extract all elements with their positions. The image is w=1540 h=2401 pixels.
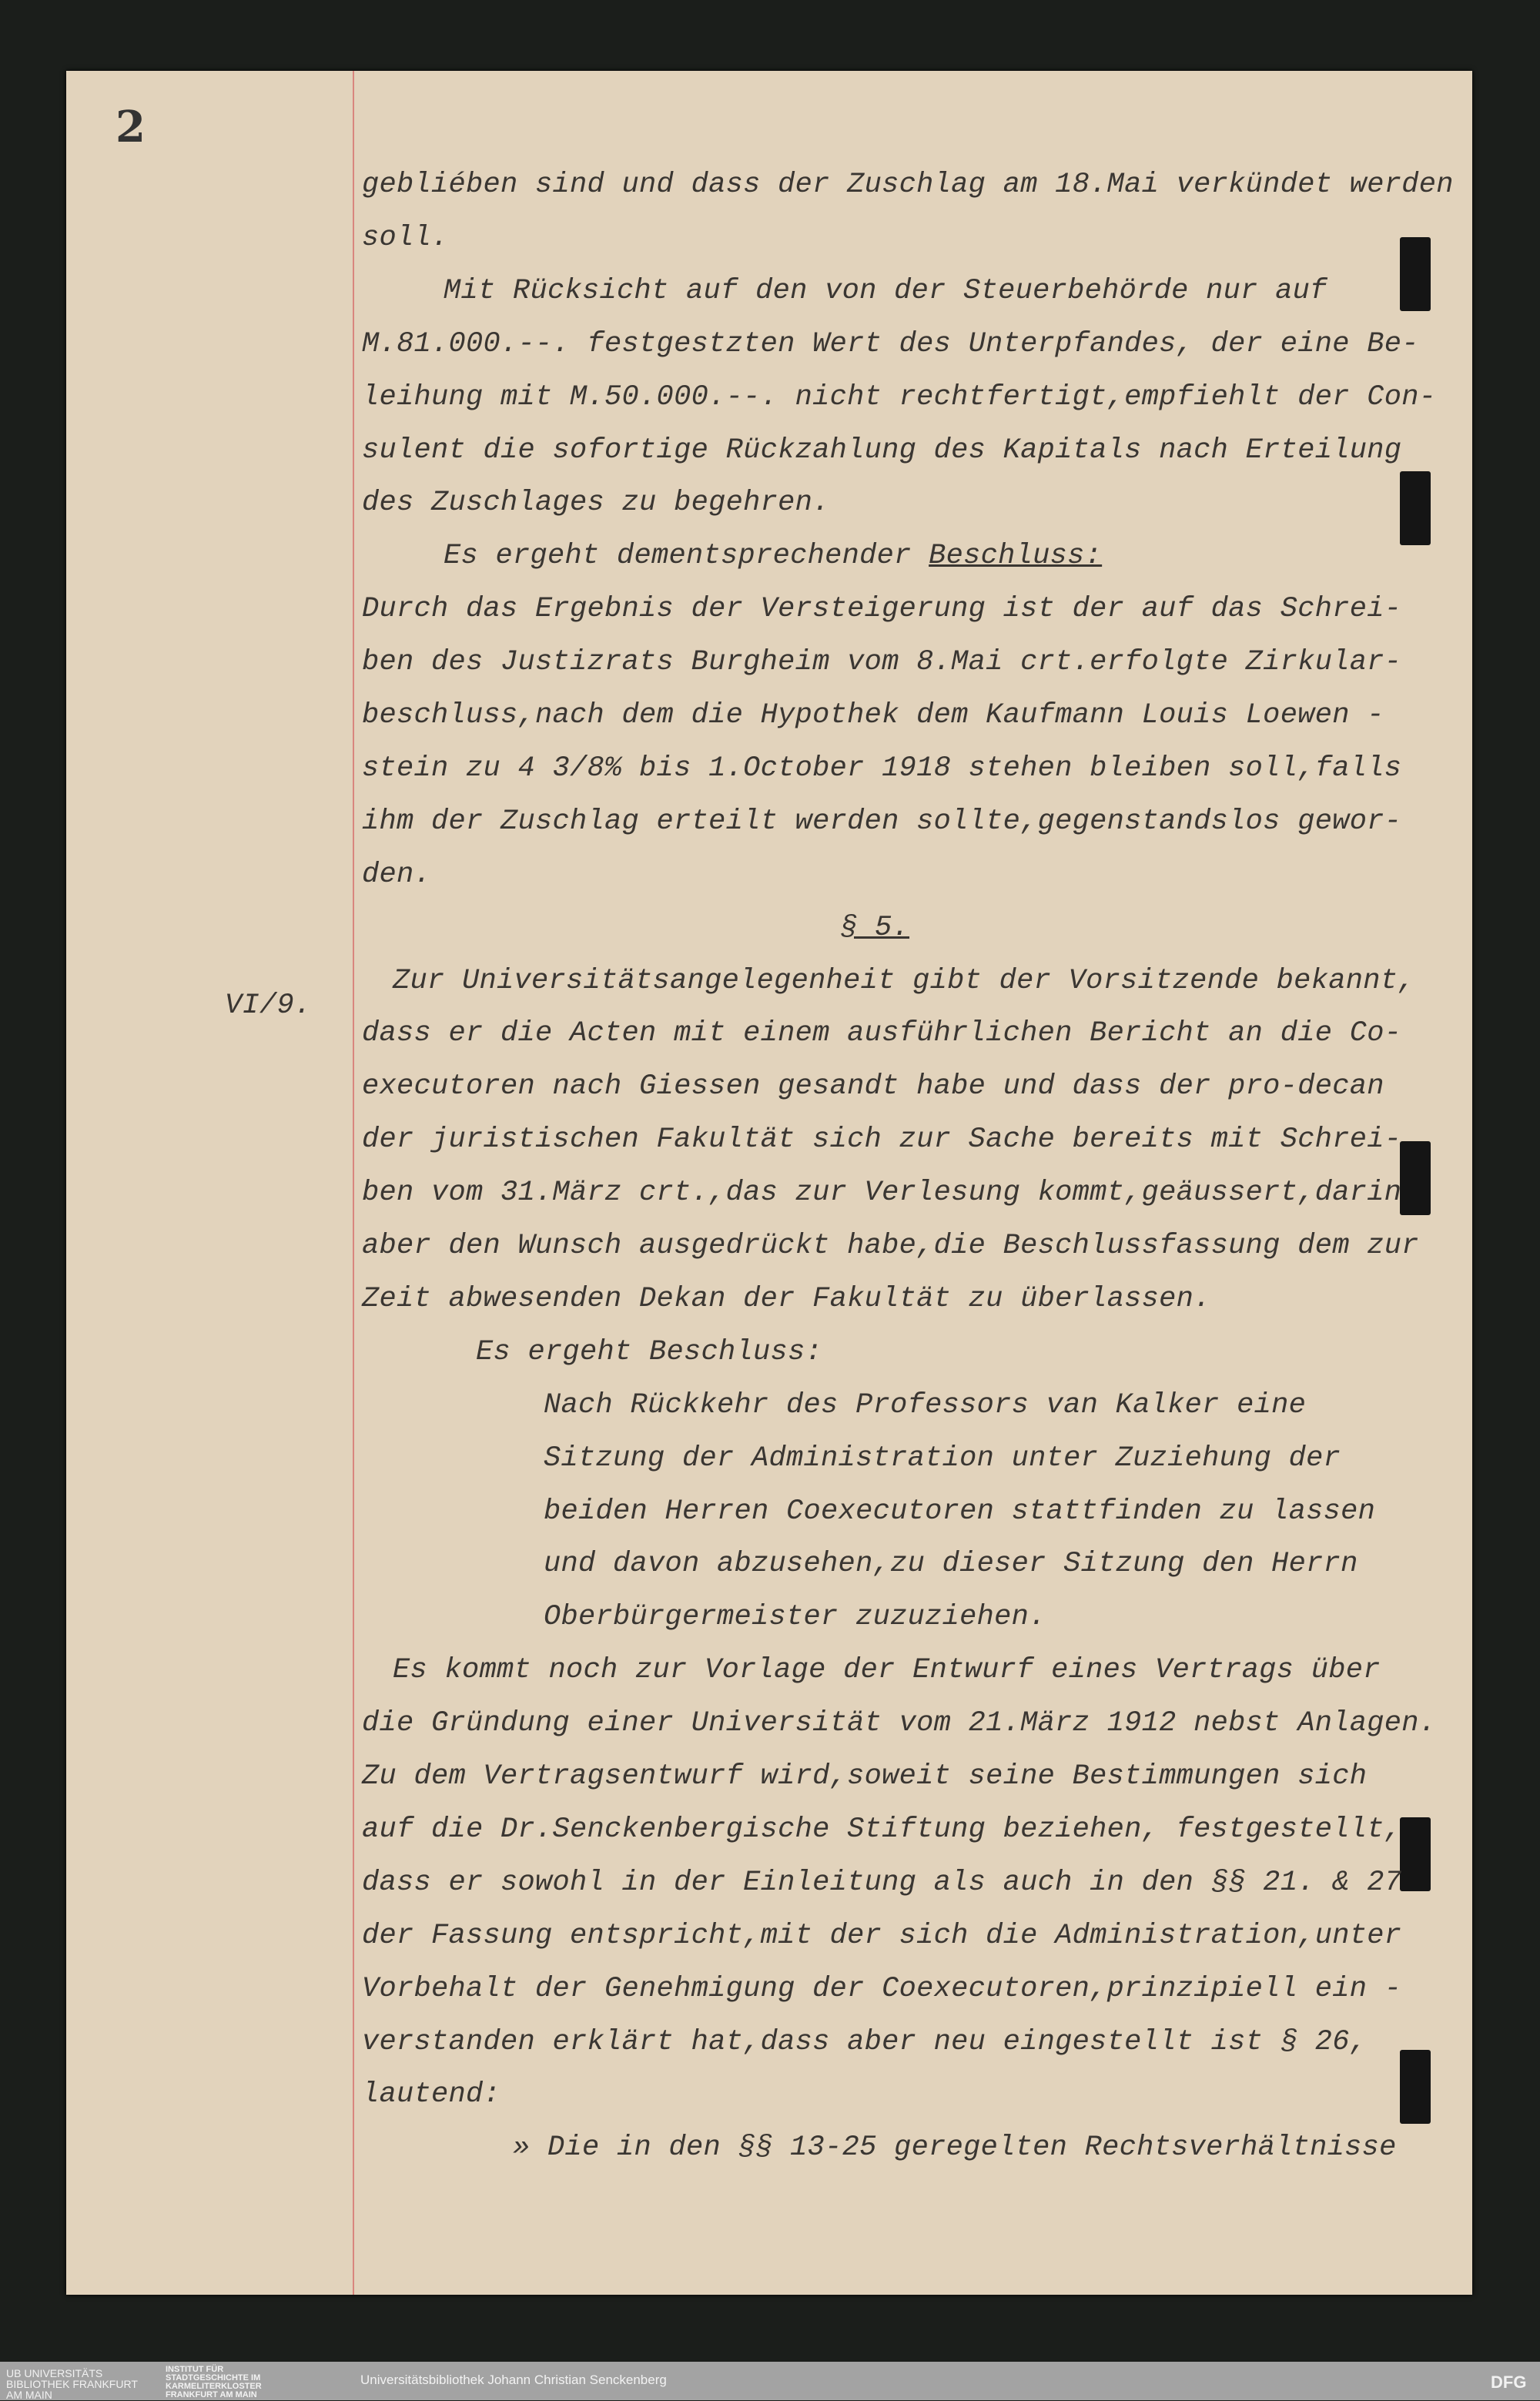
line-text: ben vom 31.März crt.,das zur Verlesung kommt,geäussert,darin (362, 1177, 1402, 1210)
line-text: beiden Herren Coexecutoren stattfinden zu lassen (544, 1495, 1376, 1528)
line-text: soll. (362, 221, 449, 254)
text-line (362, 849, 431, 902)
line-text: Sitzung der Administration unter Zuziehung der (544, 1442, 1341, 1475)
line-text: Oberbürgermeister zuzuziehen. (544, 1601, 1046, 1634)
text-line (362, 2068, 500, 2121)
text-line (362, 1857, 1401, 1910)
line-text: gebliében sind und dass der Zuschlag am 18.Mai verkündet werden (362, 169, 1454, 201)
text-line (362, 2016, 1367, 2069)
line-text: Es ergeht dementsprechender (444, 540, 929, 573)
line-text: dass er sowohl in der Einleitung als auch in den §§ 21. & 27 (362, 1866, 1402, 1899)
line-text: Nach Rückkehr des Professors van Kalker eine (544, 1388, 1307, 1422)
text-line (840, 902, 909, 955)
index-tab (1400, 471, 1431, 545)
line-text: beschluss,nach dem die Hypothek dem Kaufmann Louis Loewen - (362, 699, 1384, 732)
line-text: ihm der Zuschlag erteilt werden sollte,gegenstandslos gewor- (362, 805, 1402, 838)
text-line (362, 1803, 1401, 1857)
text-line (362, 212, 449, 265)
line-text: ben des Justizrats Burgheim vom 8.Mai crt.erfolgte Zirkular- (362, 646, 1402, 679)
text-line (362, 1273, 1211, 1326)
line-text: Zu dem Vertragsentwurf wird,soweit seine Bestimmungen sich (362, 1760, 1368, 1793)
library-name: Universitätsbibliothek Johann Christian Senckenberg (360, 2373, 667, 2387)
line-text: Zeit abwesenden Dekan der Fakultät zu überlassen. (362, 1282, 1211, 1315)
line-text: stein zu 4 3/8% bis 1.October 1918 stehen bleiben soll,falls (362, 752, 1402, 785)
line-text: auf die Dr.Senckenbergische Stiftung beziehen, festgestellt, (362, 1813, 1402, 1846)
text-line (362, 742, 1401, 795)
text-line (444, 530, 1102, 583)
text-line (362, 689, 1384, 742)
text-line (362, 636, 1401, 689)
index-tab (1400, 1141, 1431, 1215)
text-line (544, 1538, 1358, 1591)
text-line (513, 2121, 1397, 2175)
line-text: verstanden erklärt hat,dass aber neu eingestellt ist § 26, (362, 2025, 1368, 2058)
footer-bar (0, 2362, 1540, 2400)
text-line (476, 1326, 822, 1379)
line-text: und davon abzusehen,zu dieser Sitzung den Herrn (544, 1548, 1358, 1581)
text-line (393, 1644, 1381, 1697)
index-tab (1400, 1817, 1431, 1891)
text-line (362, 477, 830, 530)
line-text: den. (362, 858, 432, 891)
line-text: aber den Wunsch ausgedrückt habe,die Beschlussfassung dem zur (362, 1230, 1419, 1262)
text-line (362, 1007, 1401, 1060)
line-text: M.81.000.--. festgestzten Wert des Unterpfandes, der eine Be- (362, 327, 1419, 360)
line-text: Durch das Ergebnis der Versteigerung ist der auf das Schrei- (362, 593, 1402, 626)
line-text: Zur Universitätsangelegenheit gibt der Vorsitzende bekannt, (393, 964, 1415, 997)
index-tab (1400, 2050, 1431, 2124)
text-line (362, 795, 1401, 849)
line-text: Es kommt noch zur Vorlage der Entwurf eines Vertrags über (393, 1654, 1381, 1687)
text-line (362, 1910, 1401, 1963)
text-line (362, 371, 1436, 424)
line-text: executoren nach Giessen gesandt habe und dass der pro-decan (362, 1070, 1384, 1103)
page-number: 2 (116, 102, 146, 152)
line-text: die Gründung einer Universität vom 21.März 1912 nebst Anlagen. (362, 1707, 1437, 1740)
isg-logo: INSTITUT FÜR STADTGESCHICHTE IM KARMELITERKLOSTER FRANKFURT AM MAIN (166, 2365, 262, 2399)
text-line (362, 424, 1401, 477)
line-text: leihung mit M.50.000.--. nicht rechtfertigt,empfiehlt der Con- (362, 380, 1437, 414)
index-tab (1400, 237, 1431, 311)
text-line (362, 1220, 1419, 1273)
text-line (544, 1485, 1375, 1539)
ub-logo: UB UNIVERSITÄTS BIBLIOTHEK FRANKFURT AM MAIN (6, 2367, 138, 2401)
line-text: der Fassung entspricht,mit der sich die Administration,unter (362, 1919, 1402, 1952)
text-line (393, 955, 1415, 1008)
line-text: Es ergeht Beschluss: (476, 1335, 823, 1368)
text-line (362, 1963, 1401, 2016)
text-line (362, 583, 1401, 636)
text-line (362, 1060, 1384, 1113)
text-line (544, 1379, 1306, 1432)
line-text: § 5. (840, 911, 910, 944)
margin-line (353, 71, 354, 2295)
text-line (444, 265, 1327, 318)
document-page (66, 71, 1472, 2295)
text-line (362, 1167, 1401, 1220)
line-text: der juristischen Fakultät sich zur Sache bereits mit Schrei- (362, 1123, 1402, 1157)
line-text: Mit Rücksicht auf den von der Steuerbehörde nur auf (444, 274, 1327, 307)
text-line (362, 159, 1454, 212)
line-text: dass er die Acten mit einem ausführlichen Bericht an die Co- (362, 1017, 1402, 1050)
text-line (362, 1113, 1401, 1167)
text-line (544, 1591, 1046, 1644)
line-text: des Zuschlages zu begehren. (362, 487, 830, 520)
dfg-logo: DFG (1491, 2373, 1527, 2392)
line-text: Vorbehalt der Genehmigung der Coexecutoren,prinzipiell ein - (362, 1972, 1402, 2005)
text-line (544, 1432, 1341, 1485)
line-text: » Die in den §§ 13-25 geregelten Rechtsverhältnisse (513, 2131, 1397, 2165)
text-line (362, 1697, 1436, 1750)
line-text: lautend: (362, 2078, 501, 2111)
margin-note: VI/9. (225, 990, 312, 1022)
text-line (362, 1750, 1367, 1803)
line-text: sulent die sofortige Rückzahlung des Kapitals nach Erteilung (362, 434, 1402, 467)
text-line (362, 318, 1419, 371)
underlined-word: Beschluss: (929, 540, 1103, 573)
